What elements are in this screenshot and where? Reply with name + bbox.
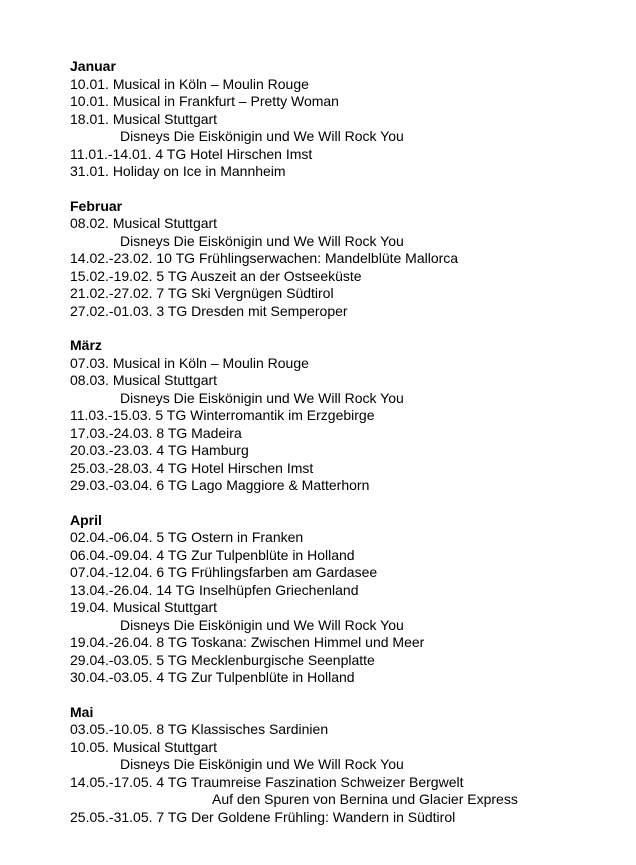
event-line: 03.05.-10.05. 8 TG Klassisches Sardinien xyxy=(70,721,329,737)
event-line: 14.02.-23.02. 10 TG Frühlingserwachen: Mandelblüte Mallorca xyxy=(70,250,459,266)
month-section-januar xyxy=(70,58,610,181)
month-title: Februar xyxy=(70,197,123,214)
event-line-continuation: Disneys Die Eiskönigin und We Will Rock You xyxy=(120,128,404,144)
event-line: 15.02.-19.02. 5 TG Auszeit an der Ostseeküste xyxy=(70,267,362,284)
event-line: 31.01. Holiday on Ice in Mannheim xyxy=(70,163,286,179)
event-line: 07.03. Musical in Köln – Moulin Rouge xyxy=(70,354,309,371)
event-line: 06.04.-09.04. 4 TG Zur Tulpenblüte in Holland xyxy=(70,546,355,563)
month-title: April xyxy=(70,511,102,528)
event-line-continuation: Auf den Spuren von Bernina und Glacier Express xyxy=(212,791,518,807)
event-line: 10.01. Musical in Köln – Moulin Rouge xyxy=(70,75,309,92)
month-title: Januar xyxy=(70,58,116,74)
event-line: 08.03. Musical Stuttgart xyxy=(70,372,218,388)
event-line: 25.03.-28.03. 4 TG Hotel Hirschen Imst xyxy=(70,459,314,476)
month-section-mai xyxy=(70,704,610,827)
event-line: 07.04.-12.04. 6 TG Frühlingsfarben am Gardasee xyxy=(70,564,378,580)
event-line: 20.03.-23.03. 4 TG Hamburg xyxy=(70,442,249,458)
event-line: 25.05.-31.05. 7 TG Der Goldene Frühling: Wandern in Südtirol xyxy=(70,808,456,825)
month-title: März xyxy=(70,337,102,353)
event-line: 19.04.-26.04. 8 TG Toskana: Zwischen Himmel und Meer xyxy=(70,634,425,650)
event-line: 08.02. Musical Stuttgart xyxy=(70,215,218,231)
event-line: 10.05. Musical Stuttgart xyxy=(70,738,218,755)
event-line: 10.01. Musical in Frankfurt – Pretty Woman xyxy=(70,93,339,109)
event-line: 29.03.-03.04. 6 TG Lago Maggiore & Matterhorn xyxy=(70,477,370,493)
event-line: 29.04.-03.05. 5 TG Mecklenburgische Seenplatte xyxy=(70,651,375,668)
event-line: 21.02.-27.02. 7 TG Ski Vergnügen Südtirol xyxy=(70,285,334,301)
event-line: 11.01.-14.01. 4 TG Hotel Hirschen Imst xyxy=(70,145,313,162)
event-line-continuation: Disneys Die Eiskönigin und We Will Rock You xyxy=(120,756,404,772)
document-page xyxy=(70,58,610,843)
event-line-continuation: Disneys Die Eiskönigin und We Will Rock You xyxy=(120,389,404,406)
event-line: 19.04. Musical Stuttgart xyxy=(70,599,218,615)
event-line: 14.05.-17.05. 4 TG Traumreise Faszination Schweizer Bergwelt xyxy=(70,773,464,790)
event-line-continuation: Disneys Die Eiskönigin und We Will Rock You xyxy=(120,232,404,249)
month-section-maerz xyxy=(70,337,610,495)
month-section-februar xyxy=(70,198,610,321)
event-line: 02.04.-06.04. 5 TG Ostern in Franken xyxy=(70,529,304,545)
month-title: Mai xyxy=(70,703,94,720)
event-line: 13.04.-26.04. 14 TG Inselhüpfen Griechenland xyxy=(70,581,359,598)
event-line: 27.02.-01.03. 3 TG Dresden mit Semperoper xyxy=(70,302,348,319)
event-line: 30.04.-03.05. 4 TG Zur Tulpenblüte in Holland xyxy=(70,669,355,685)
event-line: 11.03.-15.03. 5 TG Winterromantik im Erzgebirge xyxy=(70,407,375,423)
event-line-continuation: Disneys Die Eiskönigin und We Will Rock You xyxy=(120,616,404,633)
event-line: 18.01. Musical Stuttgart xyxy=(70,110,218,127)
event-line: 17.03.-24.03. 8 TG Madeira xyxy=(70,424,242,441)
month-section-april xyxy=(70,512,610,687)
